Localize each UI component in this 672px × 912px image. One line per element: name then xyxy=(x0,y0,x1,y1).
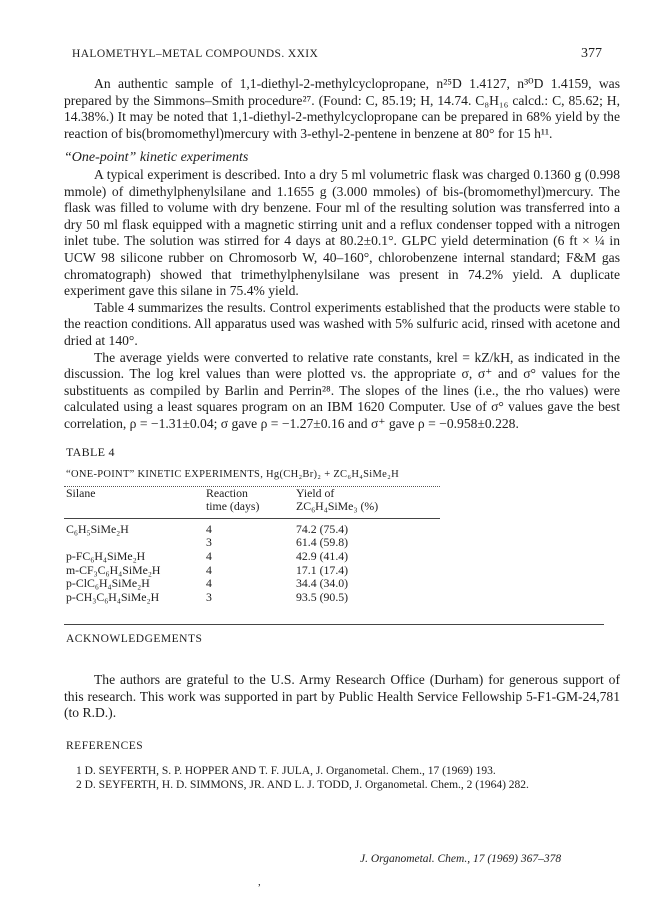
col-yield xyxy=(296,487,426,514)
cell-yield: 17.1 (17.4) xyxy=(296,562,349,577)
running-header xyxy=(72,48,602,60)
col-silane: Silane xyxy=(66,485,96,500)
journal-footer: J. Organometal. Chem., 17 (1969) 367–378 xyxy=(360,853,562,865)
col-reaction-time xyxy=(206,487,296,514)
col-yield-line1: Yield of xyxy=(296,485,335,500)
cell-time: 3 xyxy=(206,535,212,550)
cell-yield: 93.5 (90.5) xyxy=(296,589,349,604)
table-header-row xyxy=(66,487,426,514)
cell-yield: 61.4 (59.8) xyxy=(296,535,349,550)
col-reaction-time-line1: Reaction xyxy=(206,485,248,500)
cell-silane: p-FC₆H₄SiMe₂H xyxy=(66,549,146,564)
table-row xyxy=(66,523,426,537)
table-row xyxy=(66,591,426,605)
reference-item: 2 D. SEYFERTH, H. D. SIMMONS, JR. AND L. J. TODD, J. Organometal. Chem., 2 (1964) 282. xyxy=(76,779,529,792)
acknowledgements-text: The authors are grateful to the U.S. Army Research Office (Durham) for generous support of this research. This work was supported in part by Public Health Service Fellowship 5-F1-GM-24,781 (to R.D.). xyxy=(64,672,620,721)
running-title: HALOMETHYL–METAL COMPOUNDS. XXIX xyxy=(72,48,319,60)
cell-yield: 74.2 (75.4) xyxy=(296,521,349,536)
table-row xyxy=(66,550,426,564)
cell-silane: p-CH₃C₆H₄SiMe₂H xyxy=(66,589,160,604)
table-4 xyxy=(64,444,620,604)
paragraph-table-summary: Table 4 summarizes the results. Control experiments established that the products were stable to the reaction conditions. All apparatus used was washed with 5% sulfuric acid, rinsed with acetone and dried at 140°. xyxy=(64,299,620,348)
section-heading: “One-point” kinetic experiments xyxy=(64,150,249,166)
cell-yield: 42.9 (41.4) xyxy=(296,549,349,564)
cell-silane: p-ClC₆H₄SiMe₂H xyxy=(66,576,150,591)
intro-paragraph: An authentic sample of 1,1-diethyl-2-methylcyclopropane, n²⁵D 1.4127, n³⁰D 1.4159, was prepared by the Simmons–Smith procedure²⁷. (Found: C, 85.19; H, 14.74. C₈H₁₆ calcd.: C, 85.62; H, 14.38%.) It may be noted that 1,1-diethyl-2-methylcyclopropane can be prepared in 68% yield by the reaction of bis(bromomethyl)mercury with 3-ethyl-2-pentene in benzene at 80° for 15 h¹¹. xyxy=(64,76,620,141)
acknowledgements-heading: ACKNOWLEDGEMENTS xyxy=(66,633,203,646)
article-body xyxy=(64,76,620,792)
cell-time: 4 xyxy=(206,576,212,591)
kinetics-table-body xyxy=(66,523,426,605)
page-number: 377 xyxy=(581,46,602,61)
table-row xyxy=(66,577,426,591)
table-bottom-rule xyxy=(64,624,604,625)
cell-silane: m-CF₃C₆H₄SiMe₂H xyxy=(66,562,161,577)
table-header-rule xyxy=(64,518,440,519)
col-reaction-time-line2: time (days) xyxy=(206,499,260,514)
table-caption: “ONE-POINT” KINETIC EXPERIMENTS, Hg(CH₂Br)₂ + ZC₆H₄SiMe₂H xyxy=(66,469,399,481)
paragraph-typical-experiment: A typical experiment is described. Into a dry 5 ml volumetric flask was charged 0.1360 g (0.998 mmole) of dimethylphenylsilane and 1.1655 g (3.000 mmoles) of bis-(bromomethyl)mercury. The flask was filled to volume with dry benzene. Four ml of the resulting solution was transferred into a dry 50 ml flask equipped with a magnetic stirring unit and a reflux condenser topped with a nitrogen inlet tube. The solution was stirred for 4 days at 80.2±0.1°. GLPC yield determination (6 ft × ¼ in UCW 98 silicone rubber on Chromosorb W, 40–160°, chlorobenzene internal standard; F&M gas chromatograph) showed that trimethylphenylsilane was present in 74.2% yield. A duplicate experiment gave this silane in 75.4% yield. xyxy=(64,166,620,299)
table-row xyxy=(66,564,426,578)
cell-time: 4 xyxy=(206,562,212,577)
col-yield-line2: ZC₆H₄SiMe₃ (%) xyxy=(296,499,379,514)
table-label: TABLE 4 xyxy=(66,445,115,460)
cell-yield: 34.4 (34.0) xyxy=(296,576,349,591)
stray-mark: , xyxy=(258,876,261,888)
cell-silane xyxy=(66,536,206,550)
reference-list xyxy=(76,764,620,792)
cell-time: 4 xyxy=(206,521,212,536)
kinetics-table xyxy=(66,487,426,514)
table-row xyxy=(66,536,426,550)
cell-time: 4 xyxy=(206,549,212,564)
reference-item: 1 D. SEYFERTH, S. P. HOPPER AND T. F. JULA, J. Organometal. Chem., 17 (1969) 193. xyxy=(76,765,496,778)
paragraph-rate-constants: The average yields were converted to relative rate constants, krel = kZ/kH, as indicated in the discussion. The log krel values than were plotted vs. the appropriate σ, σ⁺ and σ° values for the substituents as compiled by Barlin and Perrin²⁸. The slopes of the lines (i.e., the rho values) were calculated using a least squares program on an IBM 1620 Computer. Use of σ° values gave the best correlation, ρ = −1.31±0.04; σ gave ρ = −1.27±0.16 and σ⁺ gave ρ = −0.958±0.228. xyxy=(64,349,620,431)
cell-silane: C₆H₅SiMe₂H xyxy=(66,521,129,536)
references-heading: REFERENCES xyxy=(66,739,144,752)
cell-time: 3 xyxy=(206,589,212,604)
